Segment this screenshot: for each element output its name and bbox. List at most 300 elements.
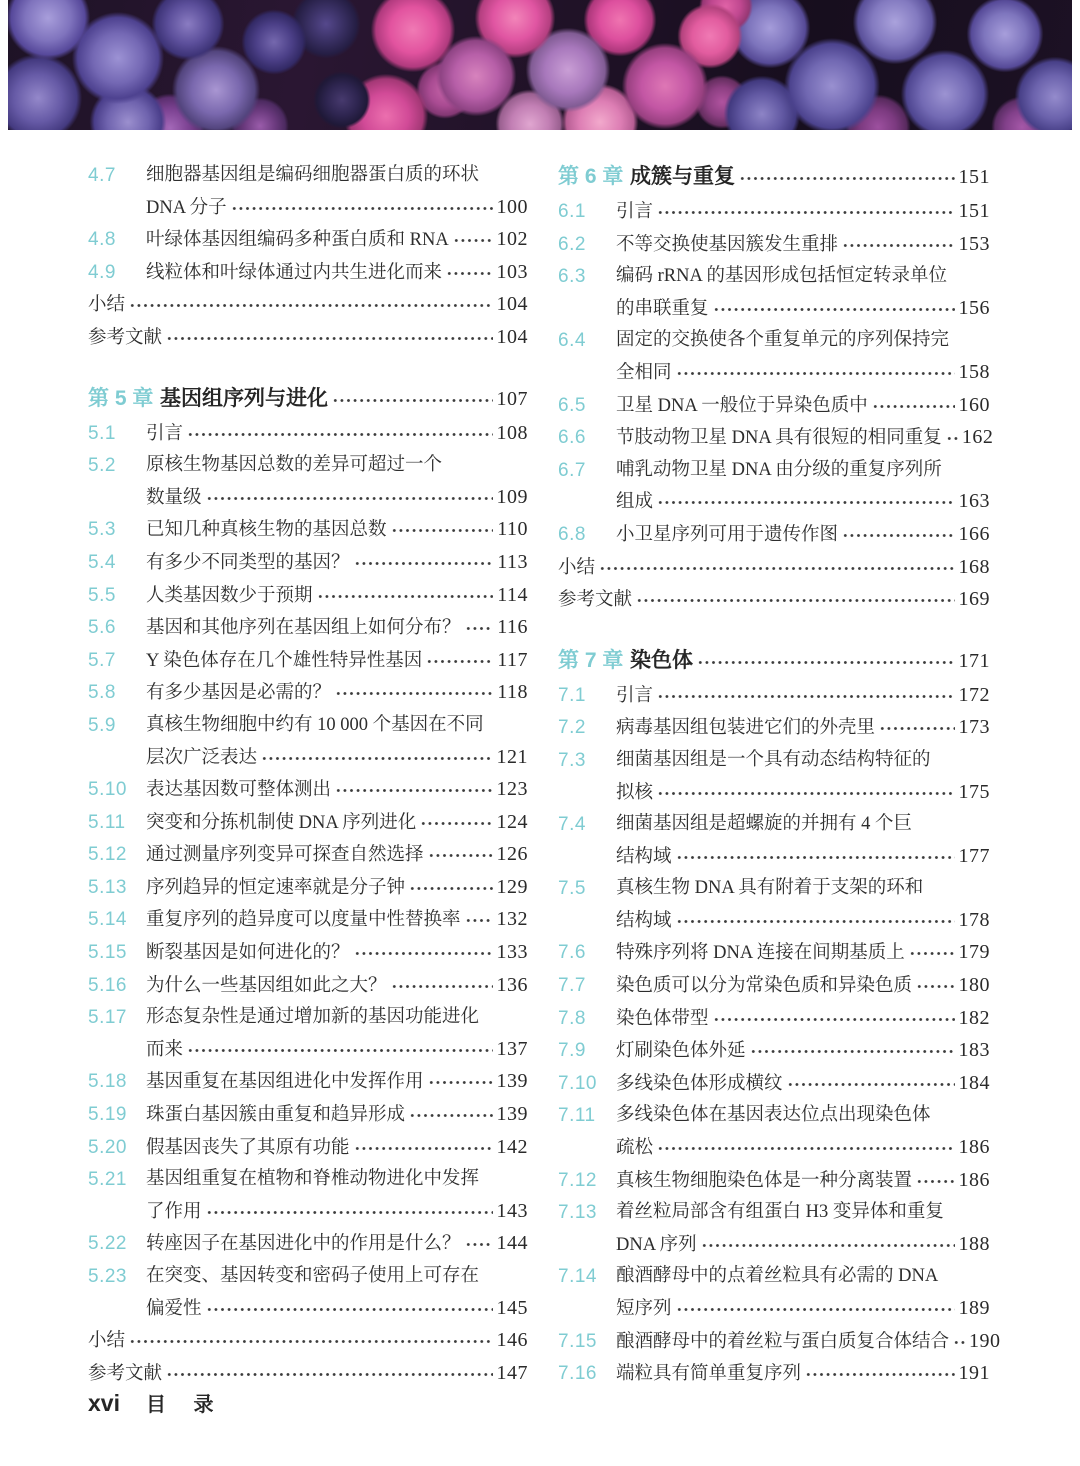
- entry-number: 6.4: [558, 330, 586, 352]
- page-number: 153: [958, 232, 990, 255]
- dot-leader: [335, 689, 493, 698]
- page-number: 177: [958, 844, 990, 867]
- entry-title: 小卫星序列可用于遗传作图: [616, 524, 839, 545]
- toc-entry: [88, 514, 528, 547]
- dot-leader: [842, 241, 954, 250]
- entry-body: [146, 514, 528, 547]
- entry-title: 形态复杂性是通过增加新的基因功能进化: [146, 1007, 480, 1028]
- entry-body: [616, 1261, 990, 1325]
- chapter-number: 第 6 章: [558, 165, 624, 188]
- entry-body: [146, 1132, 528, 1165]
- entry-title: 拟核: [616, 782, 654, 803]
- entry-line: [146, 224, 528, 257]
- toc-entry: [88, 807, 528, 840]
- dot-leader: [787, 1080, 955, 1089]
- entry-number: 7.2: [558, 717, 586, 739]
- chapter-body: [160, 382, 528, 416]
- entry-body: [146, 970, 528, 1003]
- page-number: 117: [497, 648, 528, 671]
- entry-line: [146, 1066, 528, 1099]
- entry-title: 原核生物基因总数的差异可超过一个: [146, 455, 443, 476]
- page-number: 142: [496, 1135, 528, 1158]
- entry-title: 了作用: [146, 1201, 202, 1222]
- page-number: 103: [496, 260, 528, 283]
- dot-leader: [805, 1370, 954, 1379]
- entry-line: [146, 514, 528, 547]
- toc-entry: [558, 937, 990, 970]
- dot-leader: [129, 301, 492, 310]
- chapter-title: 成簇与重复: [630, 165, 735, 188]
- entry-body: [146, 450, 528, 514]
- dot-leader: [953, 1338, 965, 1347]
- dot-leader: [676, 369, 955, 378]
- page-number: 169: [958, 588, 990, 611]
- entry-title: 基因和其他序列在基因组上如何分布？: [146, 618, 461, 639]
- page-number: 179: [958, 941, 990, 964]
- dot-leader: [446, 269, 492, 278]
- entry-body: [616, 325, 990, 389]
- dot-leader: [187, 1046, 492, 1055]
- entry-line: [616, 1358, 990, 1391]
- dot-leader: [335, 786, 492, 795]
- entry-body: [146, 160, 528, 224]
- dot-leader: [657, 692, 954, 701]
- chapter-line: [630, 644, 990, 678]
- entry-line: [616, 937, 990, 970]
- entry-title: DNA 序列: [616, 1234, 697, 1255]
- entry-line: [146, 257, 528, 290]
- toc-entry: [558, 970, 990, 1003]
- entry-number: 5.5: [88, 584, 116, 606]
- entry-title: 哺乳动物卫星 DNA 由分级的重复序列所: [616, 459, 942, 480]
- entry-line: [616, 390, 990, 423]
- page-number: 108: [496, 421, 528, 444]
- entry-line: [616, 1132, 990, 1165]
- page-number: 109: [496, 485, 528, 508]
- entry-body: [616, 455, 990, 519]
- entry-title: 染色质可以分为常染色质和异染色质: [616, 976, 913, 997]
- dot-leader: [465, 916, 493, 925]
- entry-body: [616, 1100, 990, 1164]
- dot-leader: [465, 1240, 493, 1249]
- dot-leader: [391, 526, 494, 535]
- entry-line: [146, 807, 528, 840]
- page-number: 163: [958, 490, 990, 513]
- entry-title: 基因组重复在植物和脊椎动物进化中发挥: [146, 1169, 480, 1190]
- entry-line: [146, 1099, 528, 1132]
- entry-line: [146, 774, 528, 807]
- entry-number: 5.8: [88, 682, 116, 704]
- page-number: 116: [497, 616, 528, 639]
- entry-number: 5.9: [88, 714, 116, 736]
- entry-line: [616, 1326, 1001, 1359]
- toc-entry: [558, 229, 990, 262]
- entry-body: [616, 422, 994, 455]
- entry-line: [146, 418, 528, 451]
- page-number: 145: [496, 1296, 528, 1319]
- toc-entry: [558, 680, 990, 713]
- page-number: 166: [958, 522, 990, 545]
- entry-number: 6.5: [558, 394, 586, 416]
- entry-title: 端粒具有简单重复序列: [616, 1364, 802, 1385]
- entry-number: 7.8: [558, 1007, 586, 1029]
- entry-title: 参考文献: [88, 1363, 163, 1384]
- dot-leader: [166, 1370, 492, 1379]
- entry-line: [146, 612, 528, 645]
- dot-leader: [206, 494, 493, 503]
- entry-title: 重复序列的趋异度可以度量中性替换率: [146, 910, 461, 931]
- entry-line: [558, 584, 990, 617]
- entry-body: [616, 1068, 990, 1101]
- page-number: 156: [958, 296, 990, 319]
- page-number: 144: [496, 1232, 528, 1255]
- entry-line: [616, 680, 990, 713]
- entry-number: 6.3: [558, 266, 586, 288]
- dot-leader: [129, 1337, 492, 1346]
- entry-number: 6.6: [558, 427, 586, 449]
- toc-entry: [558, 1068, 990, 1101]
- entry-number: 6.2: [558, 233, 586, 255]
- page-number: 190: [969, 1329, 1001, 1352]
- entry-body: [146, 1228, 528, 1261]
- dot-leader: [842, 531, 954, 540]
- entry-line: [146, 1164, 528, 1196]
- toc-entry: [88, 257, 528, 290]
- entry-body: [616, 809, 990, 873]
- dot-leader: [231, 204, 493, 213]
- entry-line: [616, 325, 990, 357]
- page-number: 137: [496, 1037, 528, 1060]
- entry-title: 在突变、基因转变和密码子使用上可存在: [146, 1266, 480, 1286]
- toc-entry-plain: [558, 552, 990, 585]
- entry-number: 5.16: [88, 974, 127, 996]
- entry-line: [616, 1261, 990, 1293]
- entry-number: 7.13: [558, 1202, 597, 1224]
- entry-line: [146, 547, 528, 580]
- entry-body: [616, 712, 990, 745]
- entry-line: [616, 873, 990, 905]
- chapter-body: [630, 160, 990, 194]
- entry-line: [146, 580, 528, 613]
- toc-entry: [558, 1100, 990, 1164]
- toc-entry: [558, 519, 990, 552]
- toc-entry: [88, 1228, 528, 1261]
- toc-entry: [88, 1261, 528, 1325]
- toc-entry: [558, 390, 990, 423]
- chapter-body: [630, 644, 990, 678]
- chapter-title: 染色体: [630, 648, 693, 672]
- entry-body: [616, 1035, 990, 1068]
- entry-line: [88, 322, 528, 355]
- entry-body: [88, 1358, 528, 1391]
- entry-body: [558, 584, 990, 617]
- chapter-line: [160, 382, 528, 416]
- entry-body: [146, 580, 528, 613]
- dot-leader: [409, 884, 492, 893]
- entry-body: [146, 1066, 528, 1099]
- entry-title: 引言: [146, 423, 184, 444]
- entry-body: [146, 1099, 528, 1132]
- entry-title: 线粒体和叶绿体通过内共生进化而来: [146, 262, 443, 283]
- page-number: 113: [497, 550, 528, 573]
- entry-line: [616, 293, 990, 326]
- page-number: 136: [496, 973, 528, 996]
- entry-number: 7.6: [558, 942, 586, 964]
- entry-line: [146, 482, 528, 515]
- page-number: 118: [497, 681, 528, 704]
- entry-title: 全相同: [616, 362, 672, 383]
- page-number: 151: [958, 166, 990, 188]
- toc-chapter-heading: [558, 644, 990, 678]
- entry-line: [616, 1100, 990, 1132]
- toc-entry-plain: [88, 1325, 528, 1358]
- toc-entry: [88, 418, 528, 451]
- entry-line: [616, 1197, 990, 1229]
- page-number: 182: [958, 1006, 990, 1029]
- entry-number: 6.7: [558, 459, 586, 481]
- entry-line: [616, 422, 994, 455]
- toc-entry: [88, 774, 528, 807]
- entry-number: 5.17: [88, 1007, 127, 1029]
- entry-body: [146, 418, 528, 451]
- entry-line: [616, 841, 990, 874]
- page-number: 132: [496, 908, 528, 931]
- page-number: 123: [496, 778, 528, 801]
- page-number: 147: [496, 1361, 528, 1384]
- toc-entry-plain: [558, 584, 990, 617]
- entry-title: 细菌基因组是超螺旋的并拥有 4 个巨: [616, 814, 913, 835]
- toc-entry: [558, 1003, 990, 1036]
- entry-title: 数量级: [146, 487, 202, 508]
- entry-number: 5.19: [88, 1104, 127, 1126]
- entry-number: 5.3: [88, 519, 116, 541]
- page-number: 100: [496, 195, 528, 218]
- dot-leader: [750, 1047, 955, 1056]
- entry-number: 7.9: [558, 1040, 586, 1062]
- entry-line: [616, 809, 990, 841]
- entry-line: [616, 777, 990, 810]
- page-number: 104: [496, 325, 528, 348]
- entry-title: 卫星 DNA 一般位于异染色质中: [616, 395, 868, 416]
- entry-title: 节肢动物卫星 DNA 具有很短的相同重复: [616, 428, 942, 449]
- entry-line: [616, 196, 990, 229]
- entry-line: [146, 677, 528, 710]
- toc-entry: [88, 547, 528, 580]
- entry-number: 5.20: [88, 1136, 127, 1158]
- entry-line: [146, 1034, 528, 1067]
- entry-title: 细菌基因组是一个具有动态结构特征的: [616, 749, 931, 770]
- entry-number: 4.9: [88, 261, 116, 283]
- entry-line: [616, 1068, 990, 1101]
- entry-body: [146, 807, 528, 840]
- footer-page-number: xvi: [88, 1390, 120, 1416]
- entry-number: 7.1: [558, 684, 586, 706]
- toc-entry: [88, 710, 528, 774]
- entry-number: 5.4: [88, 551, 116, 573]
- toc-entry: [88, 677, 528, 710]
- entry-title: 小结: [88, 1331, 126, 1352]
- entry-line: [616, 261, 990, 293]
- entry-line: [146, 904, 528, 937]
- entry-title: 固定的交换使各个重复单元的序列保持完: [616, 330, 950, 351]
- entry-title: 基因重复在基因组进化中发挥作用: [146, 1072, 424, 1093]
- entry-body: [616, 1358, 990, 1391]
- entry-title: 多线染色体在基因表达位点出现染色体: [616, 1105, 931, 1126]
- page-number: 186: [958, 1168, 990, 1191]
- dot-leader: [420, 819, 492, 828]
- entry-line: [616, 229, 990, 262]
- dot-leader: [354, 559, 494, 568]
- entry-body: [616, 261, 990, 325]
- entry-line: [146, 192, 528, 225]
- dot-leader: [428, 1078, 493, 1087]
- entry-line: [146, 839, 528, 872]
- entry-line: [146, 970, 528, 1003]
- entry-body: [146, 1002, 528, 1066]
- entry-number: 7.12: [558, 1169, 597, 1191]
- dot-leader: [701, 1241, 955, 1250]
- entry-body: [616, 1197, 990, 1261]
- entry-number: 5.21: [88, 1169, 127, 1191]
- entry-body: [88, 322, 528, 355]
- entry-line: [146, 645, 528, 678]
- entry-title: 表达基因数可整体测出: [146, 780, 332, 801]
- entry-title: 疏松: [616, 1138, 654, 1159]
- entry-number: 5.1: [88, 422, 116, 444]
- entry-title: 组成: [616, 492, 654, 513]
- dot-leader: [657, 498, 954, 507]
- page-number: 129: [496, 875, 528, 898]
- page-number: 188: [958, 1232, 990, 1255]
- entry-line: [616, 357, 990, 390]
- toc-entry: [88, 160, 528, 224]
- toc-chapter-heading: [558, 160, 990, 194]
- page-number: 191: [958, 1362, 990, 1385]
- dot-leader: [206, 1208, 493, 1217]
- entry-title: 引言: [616, 685, 654, 706]
- dot-leader: [187, 430, 492, 439]
- entry-number: 5.14: [88, 909, 127, 931]
- entry-title: 层次广泛表达: [146, 747, 258, 768]
- toc-entry: [88, 612, 528, 645]
- page-number: 104: [496, 293, 528, 316]
- entry-title: 酿酒酵母中的点着丝粒具有必需的 DNA: [616, 1266, 939, 1287]
- entry-body: [146, 1164, 528, 1228]
- entry-body: [616, 680, 990, 713]
- dot-leader: [426, 657, 493, 666]
- page-number: 143: [496, 1199, 528, 1222]
- entry-line: [616, 712, 990, 745]
- entry-line: [146, 1132, 528, 1165]
- entry-body: [146, 547, 528, 580]
- chapter-number: 第 7 章: [558, 648, 624, 672]
- entry-body: [146, 872, 528, 905]
- dot-leader: [166, 334, 492, 343]
- entry-line: [616, 1229, 990, 1262]
- entry-title: 真核生物细胞中约有 10 000 个基因在不同: [146, 714, 484, 735]
- dot-leader: [206, 1305, 493, 1314]
- entry-line: [146, 710, 528, 742]
- entry-title: 突变和分拣机制使 DNA 序列进化: [146, 812, 417, 833]
- entry-body: [616, 1165, 990, 1198]
- toc-entry: [88, 1002, 528, 1066]
- entry-title: 酿酒酵母中的着丝粒与蛋白质复合体结合: [616, 1331, 950, 1352]
- entry-line: [616, 1035, 990, 1068]
- footer: [88, 1388, 225, 1417]
- toc-entry: [558, 1326, 1001, 1359]
- entry-number: 7.4: [558, 814, 586, 836]
- entry-number: 5.11: [88, 811, 126, 833]
- entry-title: 灯刷染色体外延: [616, 1041, 746, 1062]
- toc-entry: [88, 645, 528, 678]
- page-number: 133: [496, 941, 528, 964]
- dot-leader: [676, 917, 955, 926]
- entry-line: [146, 742, 528, 775]
- dot-leader: [317, 592, 494, 601]
- dot-leader: [657, 789, 954, 798]
- page-number: 124: [496, 810, 528, 833]
- header-image: [8, 0, 1072, 130]
- entry-title: 染色体带型: [616, 1008, 709, 1029]
- dot-leader: [739, 174, 955, 183]
- entry-number: 7.14: [558, 1266, 597, 1288]
- toc-entry: [88, 970, 528, 1003]
- entry-body: [616, 390, 990, 423]
- entry-body: [146, 224, 528, 257]
- page-number: 162: [961, 426, 994, 449]
- entry-title: 转座因子在基因进化中的作用是什么？: [146, 1234, 461, 1255]
- entry-body: [146, 677, 528, 710]
- page-number: 126: [496, 843, 528, 866]
- dot-leader: [261, 754, 492, 763]
- dot-leader: [599, 564, 954, 573]
- entry-number: 4.8: [88, 229, 116, 251]
- toc-chapter-heading: [88, 382, 528, 416]
- page-number: 160: [958, 393, 990, 416]
- dot-leader: [916, 982, 954, 991]
- chapter-title: 基因组序列与进化: [160, 386, 328, 410]
- entry-title: 参考文献: [558, 590, 633, 611]
- entry-line: [616, 455, 990, 487]
- page-number: 171: [958, 649, 990, 672]
- entry-line: [616, 905, 990, 938]
- page-number: 139: [496, 1070, 528, 1093]
- entry-line: [146, 1228, 528, 1261]
- entry-number: 5.18: [88, 1071, 127, 1093]
- entry-number: 7.10: [558, 1072, 597, 1094]
- dot-leader: [909, 949, 955, 958]
- page-number: 168: [958, 555, 990, 578]
- toc-entry: [558, 1197, 990, 1261]
- entry-body: [616, 937, 990, 970]
- page-number: 114: [497, 583, 528, 606]
- dot-leader: [713, 1015, 955, 1024]
- entry-body: [558, 552, 990, 585]
- entry-title: 编码 rRNA 的基因形成包括恒定转录单位: [616, 266, 947, 287]
- dot-leader: [946, 434, 958, 443]
- entry-title: 细胞器基因组是编码细胞器蛋白质的环状: [146, 165, 480, 185]
- dot-leader: [657, 208, 954, 217]
- page-number: 151: [958, 200, 990, 222]
- entry-title: 通过测量序列变异可探查自然选择: [146, 845, 424, 866]
- dot-leader: [676, 853, 955, 862]
- page-number: 173: [958, 716, 990, 739]
- entry-title: 假基因丧失了其原有功能: [146, 1137, 350, 1158]
- toc-entry: [558, 196, 990, 229]
- entry-body: [146, 612, 528, 645]
- entry-title: 特殊序列将 DNA 连接在间期基质上: [616, 943, 905, 964]
- entry-title: 人类基因数少于预期: [146, 585, 313, 606]
